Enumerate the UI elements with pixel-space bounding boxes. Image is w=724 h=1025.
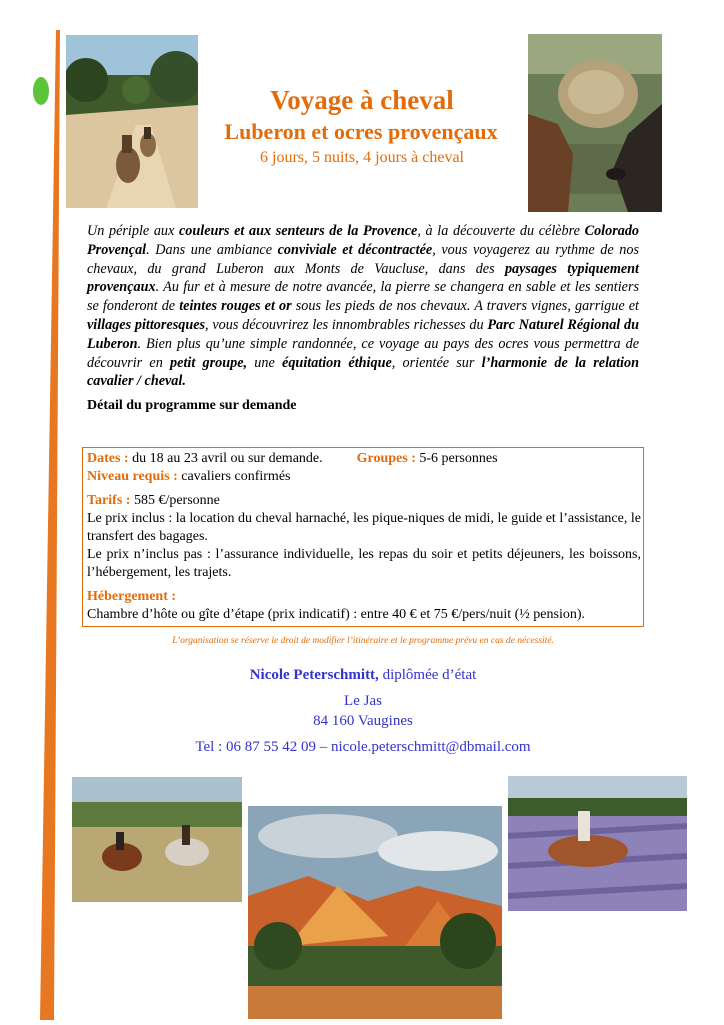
photo-two-riders-field: [72, 777, 242, 902]
photo-horses-fountain: [528, 34, 662, 212]
hebergement-label: Hébergement :: [87, 589, 177, 604]
niveau-row: [87, 468, 641, 486]
hebergement-value: Chambre d’hôte ou gîte d’étape (prix indicatif) : entre 40 € et 75 €/pers/nuit (½ pension).: [87, 607, 586, 622]
dates-value: du 18 au 23 avril ou sur demande.: [128, 451, 323, 466]
niveau-label: Niveau requis :: [87, 469, 178, 484]
contact-role: diplômée d’état: [378, 667, 477, 683]
green-dot: [33, 77, 49, 105]
dates-row: [87, 450, 641, 468]
niveau-value: cavaliers confirmés: [177, 469, 291, 484]
address-line-1: Le Jas: [344, 693, 382, 709]
price-included: Le prix inclus : la location du cheval harnaché, les pique-niques de midi, le guide et l’assistance, le transfert des bagages.: [87, 511, 641, 544]
groupes-label: Groupes :: [356, 451, 416, 466]
dates-label: Dates :: [87, 451, 129, 466]
side-stripe: [40, 30, 60, 1020]
photo-rider-lavender: [508, 776, 687, 911]
price-not-included: Le prix n’inclus pas : l’assurance individuelle, les repas du soir et petits déjeuners, les boissons, l’hébergement, les trajets.: [87, 547, 641, 580]
tarifs-row: [87, 492, 641, 510]
disclaimer: L’organisation se réserve le droit de modifier l’itinéraire et le programme prévu en cas de nécessité.: [172, 636, 554, 646]
intro-paragraph: Un périple aux couleurs et aux senteurs de la Provence, à la découverte du célèbre Colorado Provençal. Dans une ambiance conviviale et décontractée, vous voyagerez au rythme de nos chevaux, du grand Luberon aux Monts de Vaucluse, dans des paysages typiquement provençaux. Au fur et à mesure de notre avancée, la pierre se changera en sable et les sentiers se fonderont de teintes rouges et or sous les pieds de nos chevaux. A travers vignes, garrigue et villages pittoresques, vous découvrirez les innombrables richesses du Parc Naturel Régional du Luberon. Bien plus qu’une simple randonnée, ce voyage au pays des ocres vous permettra de découvrir en petit groupe, une équitation éthique, orientée sur l’harmonie de la relation cavalier / cheval.: [87, 223, 640, 390]
groupes-value: 5-6 personnes: [415, 451, 498, 466]
contact-name: Nicole Peterschmitt,: [249, 667, 379, 683]
info-box: [82, 447, 644, 627]
program-detail-note: Détail du programme sur demande: [87, 398, 297, 413]
document-title: Voyage à cheval: [270, 85, 454, 115]
tarifs-label: Tarifs :: [87, 493, 131, 508]
phone-email: Tel : 06 87 55 42 09 – nicole.peterschmitt@dbmail.com: [195, 739, 531, 755]
address-line-2: 84 160 Vaugines: [313, 713, 413, 729]
trip-duration: 6 jours, 5 nuits, 4 jours à cheval: [260, 149, 464, 166]
tarifs-value: 585 €/personne: [130, 493, 220, 508]
document-subtitle: Luberon et ocres provençaux: [224, 119, 498, 144]
contact-name-line: [82, 667, 644, 684]
photo-ochre-cliffs: [248, 806, 502, 1019]
photo-riders-sand-path: [66, 35, 198, 208]
